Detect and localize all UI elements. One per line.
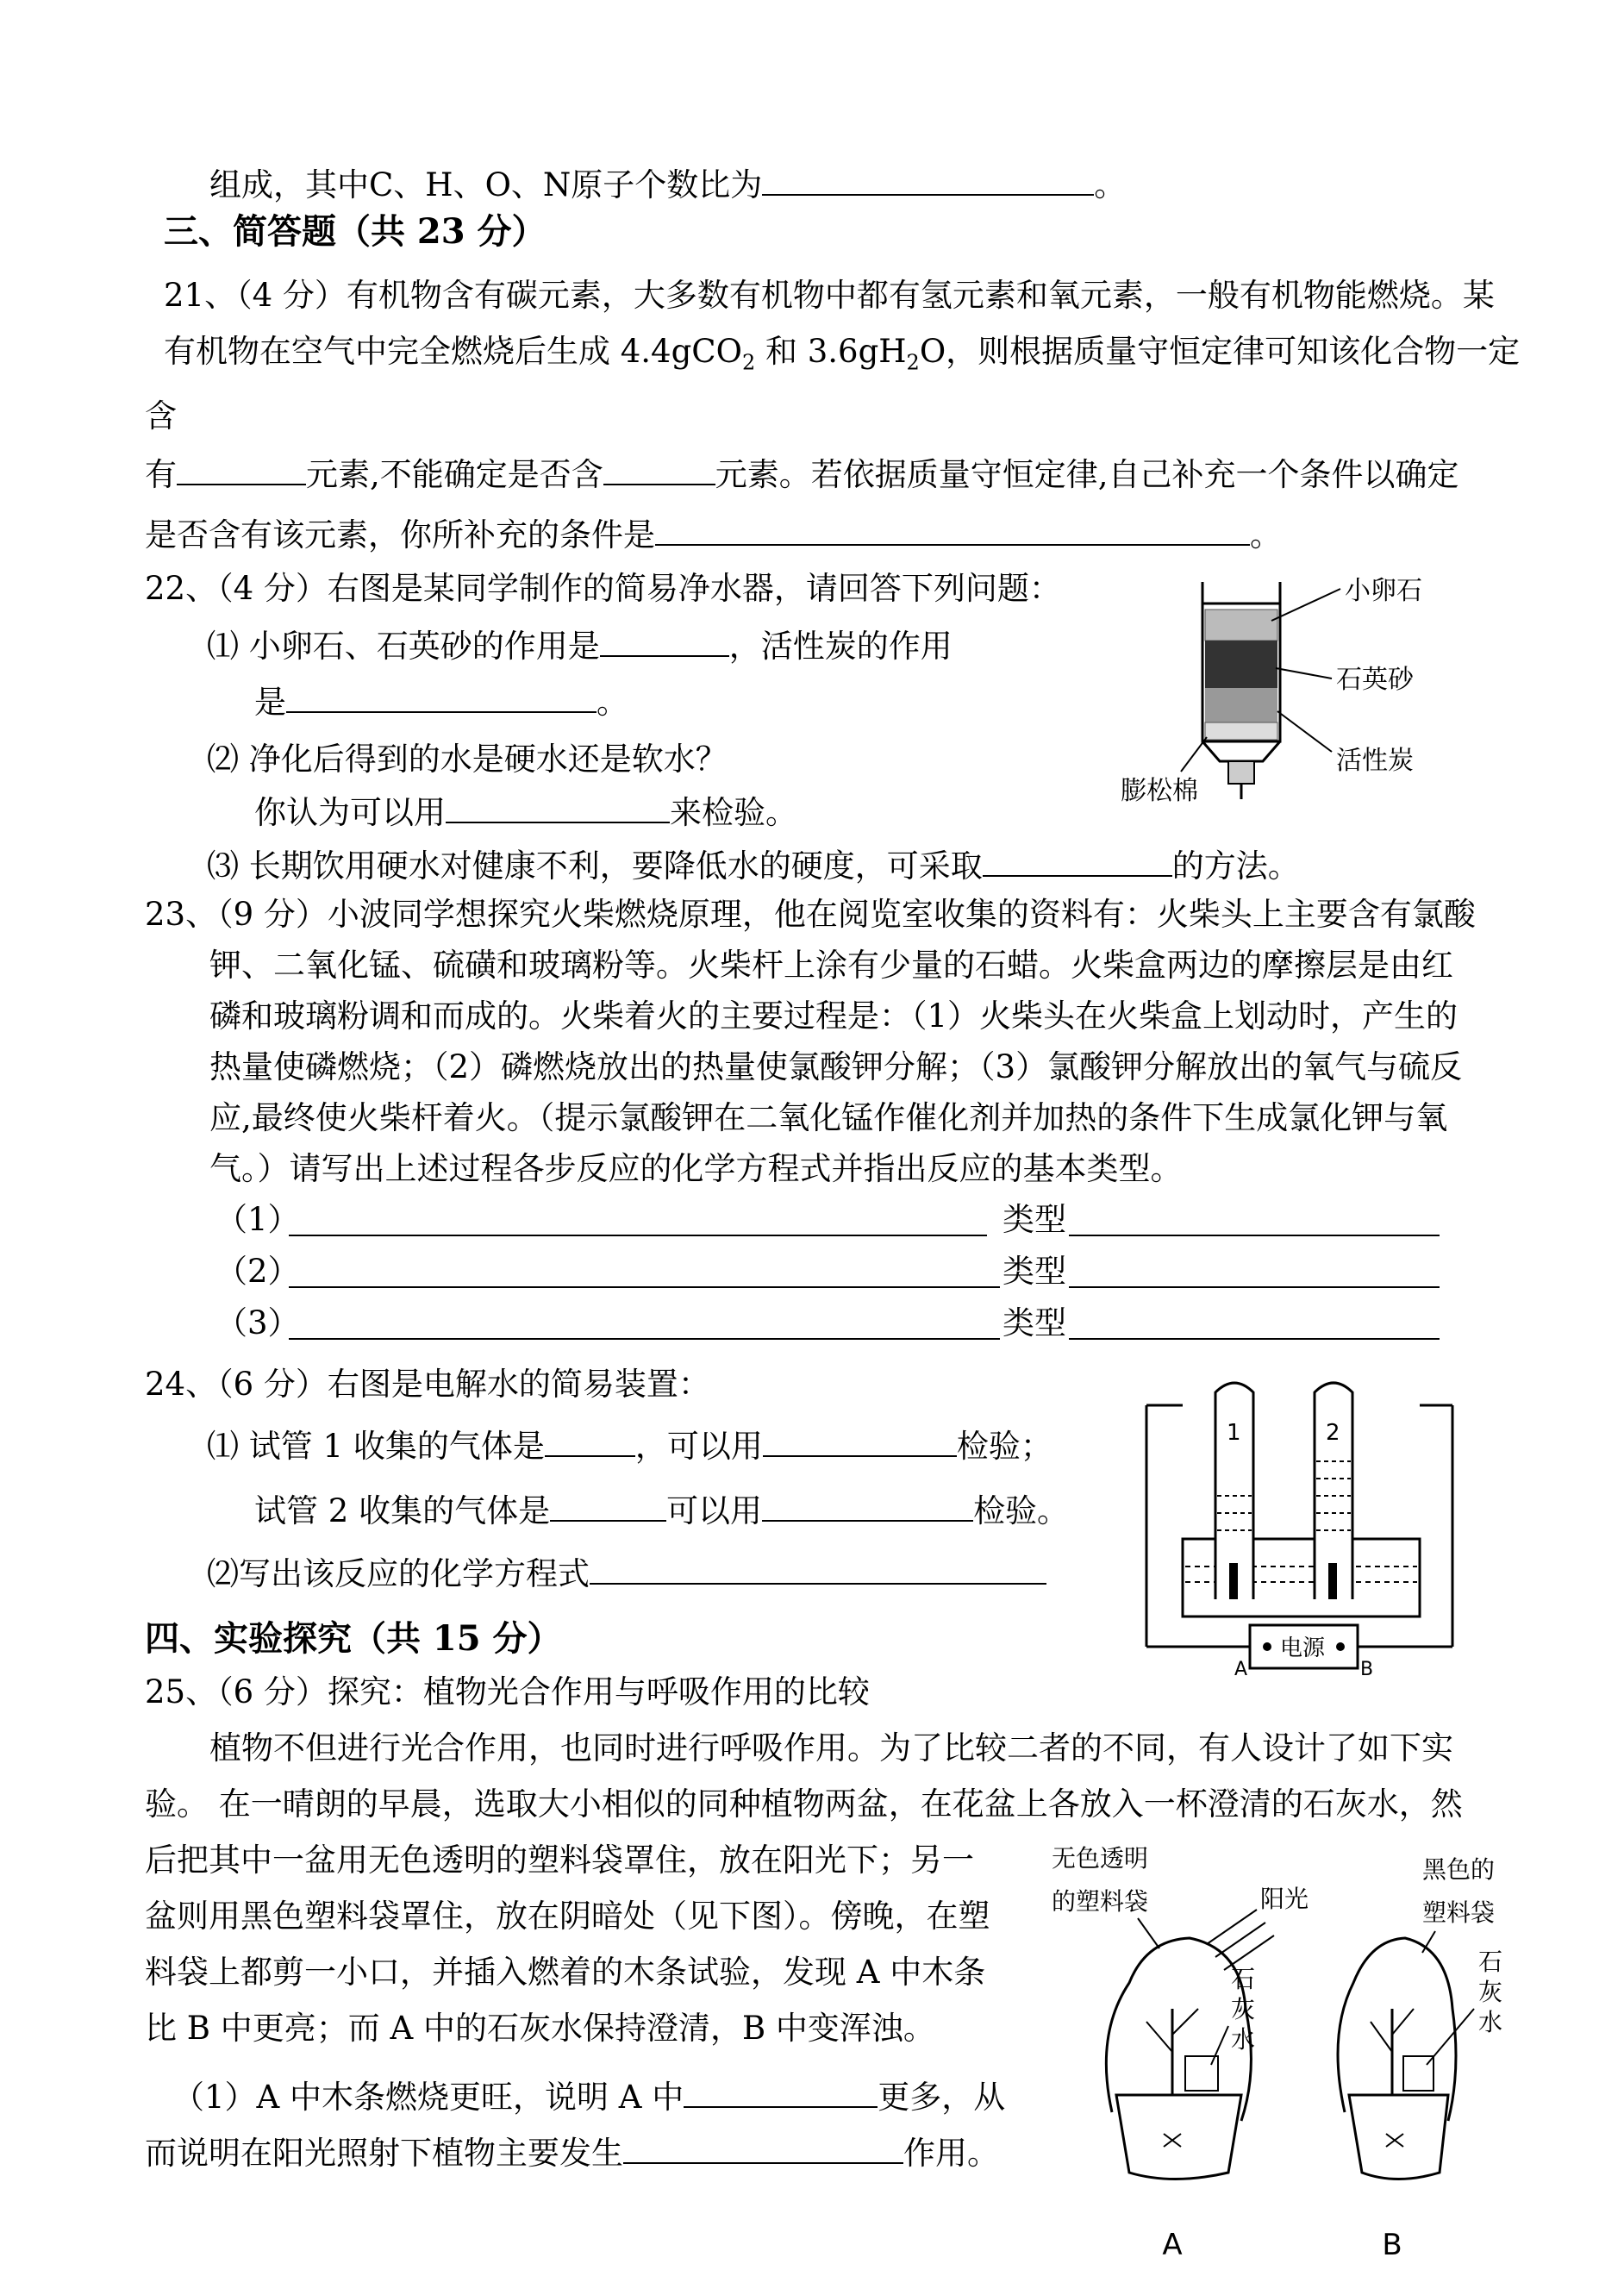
text: ⑵写出该反应的化学方程式 bbox=[207, 1555, 590, 1592]
question-25-line bbox=[145, 2134, 999, 2173]
label-cotton: 膨松棉 bbox=[1121, 776, 1198, 806]
text: 元素,不能确定是否含 bbox=[306, 456, 603, 493]
question-25-line: 料袋上都剪一小口，并插入燃着的木条试验，发现 A 中木条 bbox=[145, 1954, 986, 1991]
text: 你认为可以用 bbox=[254, 794, 446, 831]
electrode-b bbox=[1328, 1563, 1337, 1599]
label-lime-a-1: 石 bbox=[1231, 1965, 1256, 1993]
text: 更多，从 bbox=[878, 2079, 1006, 2116]
cotton-layer bbox=[1205, 722, 1277, 740]
answer-blank[interactable] bbox=[762, 168, 1094, 196]
text: ⑴ 试管 1 收集的气体是 bbox=[207, 1428, 545, 1465]
question-21-line: 含 bbox=[145, 397, 177, 435]
plant-experiment-figure bbox=[1043, 1836, 1526, 2276]
equation-blank[interactable] bbox=[289, 1286, 1000, 1288]
section-heading: 四、实验探究（共 15 分） bbox=[145, 1618, 562, 1659]
question-25-line: 25、（6 分）探究：植物光合作用与呼吸作用的比较 bbox=[145, 1673, 870, 1710]
text: 是否含有该元素，你所补充的条件是 bbox=[145, 516, 655, 553]
question-22-line: ⑵ 净化后得到的水是硬水还是软水？ bbox=[207, 741, 728, 778]
reaction-row-2: （2） bbox=[215, 1253, 300, 1290]
tube-1-label: 1 bbox=[1227, 1420, 1241, 1446]
question-22-line: 22、（4 分）右图是某同学制作的简易净水器，请回答下列问题： bbox=[145, 570, 1061, 607]
tube-2-label: 2 bbox=[1326, 1420, 1340, 1446]
text: 检验。 bbox=[973, 1492, 1070, 1529]
water-filter-figure bbox=[1121, 573, 1483, 815]
type-blank[interactable] bbox=[1069, 1338, 1440, 1340]
type-label: 类型 bbox=[1003, 1304, 1066, 1341]
question-23-line: 热量使磷燃烧；（2）磷燃烧放出的热量使氯酸钾分解；（3）氯酸钾分解放出的氧气与硫反 bbox=[209, 1048, 1463, 1085]
equation-blank[interactable] bbox=[289, 1235, 987, 1236]
question-25-line: 后把其中一盆用无色透明的塑料袋罩住，放在阳光下；另一 bbox=[145, 1842, 974, 1879]
label-pebble: 小卵石 bbox=[1345, 576, 1422, 606]
question-24-line bbox=[254, 1491, 1069, 1531]
electrode-a bbox=[1229, 1563, 1238, 1599]
text: 而说明在阳光照射下植物主要发生 bbox=[145, 2135, 623, 2172]
label-sunlight: 阳光 bbox=[1260, 1885, 1309, 1913]
sand-layer bbox=[1205, 641, 1277, 688]
type-label: 类型 bbox=[1003, 1253, 1066, 1290]
type-blank[interactable] bbox=[1069, 1235, 1440, 1236]
question-21-line bbox=[145, 455, 1459, 495]
answer-blank[interactable] bbox=[623, 2136, 903, 2164]
label-lime-b-1: 石 bbox=[1478, 1948, 1503, 1976]
text: 。 bbox=[1250, 516, 1282, 553]
text: 元素。若依据质量守恒定律,自己补充一个条件以确定 bbox=[715, 456, 1459, 493]
question-22-line bbox=[254, 793, 797, 833]
question-22-line bbox=[207, 627, 953, 666]
reaction-row-1: （1） bbox=[215, 1201, 300, 1238]
plant-b bbox=[1338, 1938, 1456, 2179]
label-lime-b-3: 水 bbox=[1478, 2008, 1503, 2036]
label-carbon: 活性炭 bbox=[1336, 746, 1414, 776]
type-blank[interactable] bbox=[1069, 1286, 1440, 1288]
label-black-bag: 黑色的 bbox=[1422, 1855, 1496, 1884]
text: O，则根据质量守恒定律可知该化合物一定 bbox=[919, 333, 1521, 370]
text: 的方法。 bbox=[1171, 847, 1300, 885]
label-lime-b-2: 灰 bbox=[1478, 1978, 1503, 2006]
question-25-line: 比 B 中更亮；而 A 中的石灰水保持澄清，B 中变浑浊。 bbox=[145, 2010, 935, 2047]
label-sand: 石英砂 bbox=[1336, 665, 1414, 695]
answer-blank[interactable] bbox=[684, 2080, 878, 2108]
section-heading: 三、简答题（共 23 分） bbox=[164, 211, 547, 252]
plant-a bbox=[1106, 1938, 1251, 2179]
question-25-line: 植物不但进行光合作用，也同时进行呼吸作用。为了比较二者的不同，有人设计了如下实 bbox=[209, 1729, 1453, 1767]
terminal-b-label: B bbox=[1360, 1659, 1374, 1677]
answer-blank[interactable] bbox=[550, 1494, 666, 1522]
power-label: 电源 bbox=[1280, 1635, 1326, 1661]
text: 有 bbox=[145, 456, 177, 493]
answer-blank[interactable] bbox=[603, 458, 715, 485]
question-25-line: 盆则用黑色塑料袋罩住，放在阴暗处（见下图）。傍晚，在塑 bbox=[145, 1898, 990, 1935]
question-23-line: 磷和玻璃粉调和而成的。火柴着火的主要过程是：（1）火柴头在火柴盒上划动时，产生的 bbox=[209, 997, 1458, 1035]
answer-blank[interactable] bbox=[286, 685, 597, 713]
answer-blank[interactable] bbox=[983, 849, 1172, 877]
text: 可以用 bbox=[666, 1492, 763, 1529]
question-23-line: 23、（9 分）小波同学想探究火柴燃烧原理，他在阅览室收集的资料有：火柴头上主要含有氯酸 bbox=[145, 896, 1476, 933]
answer-blank[interactable] bbox=[655, 518, 1250, 546]
label-b: B bbox=[1382, 2228, 1402, 2262]
label-a: A bbox=[1162, 2228, 1183, 2262]
answer-blank[interactable] bbox=[762, 1494, 973, 1522]
label-clear-bag: 无色透明 bbox=[1052, 1844, 1149, 1873]
question-21-line bbox=[145, 516, 1282, 555]
subscript: 2 bbox=[906, 350, 920, 375]
text: ⑶ 长期饮用硬水对健康不利，要降低水的硬度，可采取 bbox=[207, 847, 983, 885]
question-23-line: 钾、二氧化锰、硫磺和玻璃粉等。火柴杆上涂有少量的石蜡。火柴盒两边的摩擦层是由红 bbox=[209, 947, 1453, 984]
question-24-line bbox=[207, 1554, 1046, 1594]
answer-blank[interactable] bbox=[177, 458, 306, 485]
pebble-layer bbox=[1205, 610, 1277, 641]
text: （1）A 中木条燃烧更旺，说明 A 中 bbox=[172, 2079, 684, 2116]
question-24-line bbox=[207, 1427, 1052, 1466]
text: 和 3.6gH bbox=[755, 333, 907, 370]
question-25-line: 验。 在一晴朗的早晨，选取大小相似的同种植物两盆，在花盆上各放入一杯澄清的石灰水，然 bbox=[145, 1785, 1463, 1823]
question-21-line: 21、（4 分）有机物含有碳元素，大多数有机物中都有氢元素和氧元素，一般有机物能燃烧。某 bbox=[164, 277, 1495, 314]
label-lime-a-3: 水 bbox=[1231, 2025, 1256, 2054]
reaction-row-3: （3） bbox=[215, 1304, 300, 1341]
question-22-line bbox=[207, 847, 1300, 886]
text: 。 bbox=[597, 684, 628, 721]
text: 作用。 bbox=[903, 2135, 999, 2172]
answer-blank[interactable] bbox=[545, 1429, 635, 1457]
answer-blank[interactable] bbox=[763, 1429, 957, 1457]
text: 组成，其中C、H、O、N原子个数比为 bbox=[209, 166, 763, 203]
question-22-line bbox=[254, 683, 628, 722]
text: 有机物在空气中完全燃烧后生成 4.4gCO bbox=[164, 333, 742, 370]
text: ，活性炭的作用 bbox=[728, 628, 953, 665]
answer-blank[interactable] bbox=[446, 796, 670, 823]
question-25-line bbox=[172, 2078, 1005, 2117]
text: ⑴ 小卵石、石英砂的作用是 bbox=[207, 628, 600, 665]
answer-blank[interactable] bbox=[590, 1557, 1046, 1585]
label-black-bag-2: 塑料袋 bbox=[1422, 1898, 1496, 1927]
question-21-line bbox=[164, 332, 1521, 375]
equation-blank[interactable] bbox=[289, 1338, 1000, 1340]
text: 是 bbox=[254, 684, 286, 721]
text: 检验； bbox=[956, 1428, 1052, 1465]
text: 来检验。 bbox=[670, 794, 797, 831]
label-clear-bag-2: 的塑料袋 bbox=[1052, 1887, 1149, 1916]
type-label: 类型 bbox=[1003, 1201, 1066, 1238]
question-23-line: 气。）请写出上述过程各步反应的化学方程式并指出反应的基本类型。 bbox=[209, 1150, 1183, 1187]
carbon-layer bbox=[1205, 688, 1277, 722]
electrolysis-figure bbox=[1138, 1366, 1465, 1677]
text-line bbox=[209, 166, 1126, 205]
question-23-line: 应,最终使火柴杆着火。（提示氯酸钾在二氧化锰作催化剂并加热的条件下生成氯化钾与氧 bbox=[209, 1099, 1448, 1136]
answer-blank[interactable] bbox=[600, 629, 729, 657]
terminal-a-label: A bbox=[1234, 1659, 1248, 1677]
text: 。 bbox=[1094, 166, 1127, 203]
label-lime-a-2: 灰 bbox=[1231, 1995, 1256, 2023]
question-24-line: 24、（6 分）右图是电解水的简易装置： bbox=[145, 1366, 710, 1403]
text: ，可以用 bbox=[634, 1428, 763, 1465]
subscript: 2 bbox=[741, 350, 756, 375]
text: 试管 2 收集的气体是 bbox=[254, 1492, 551, 1529]
